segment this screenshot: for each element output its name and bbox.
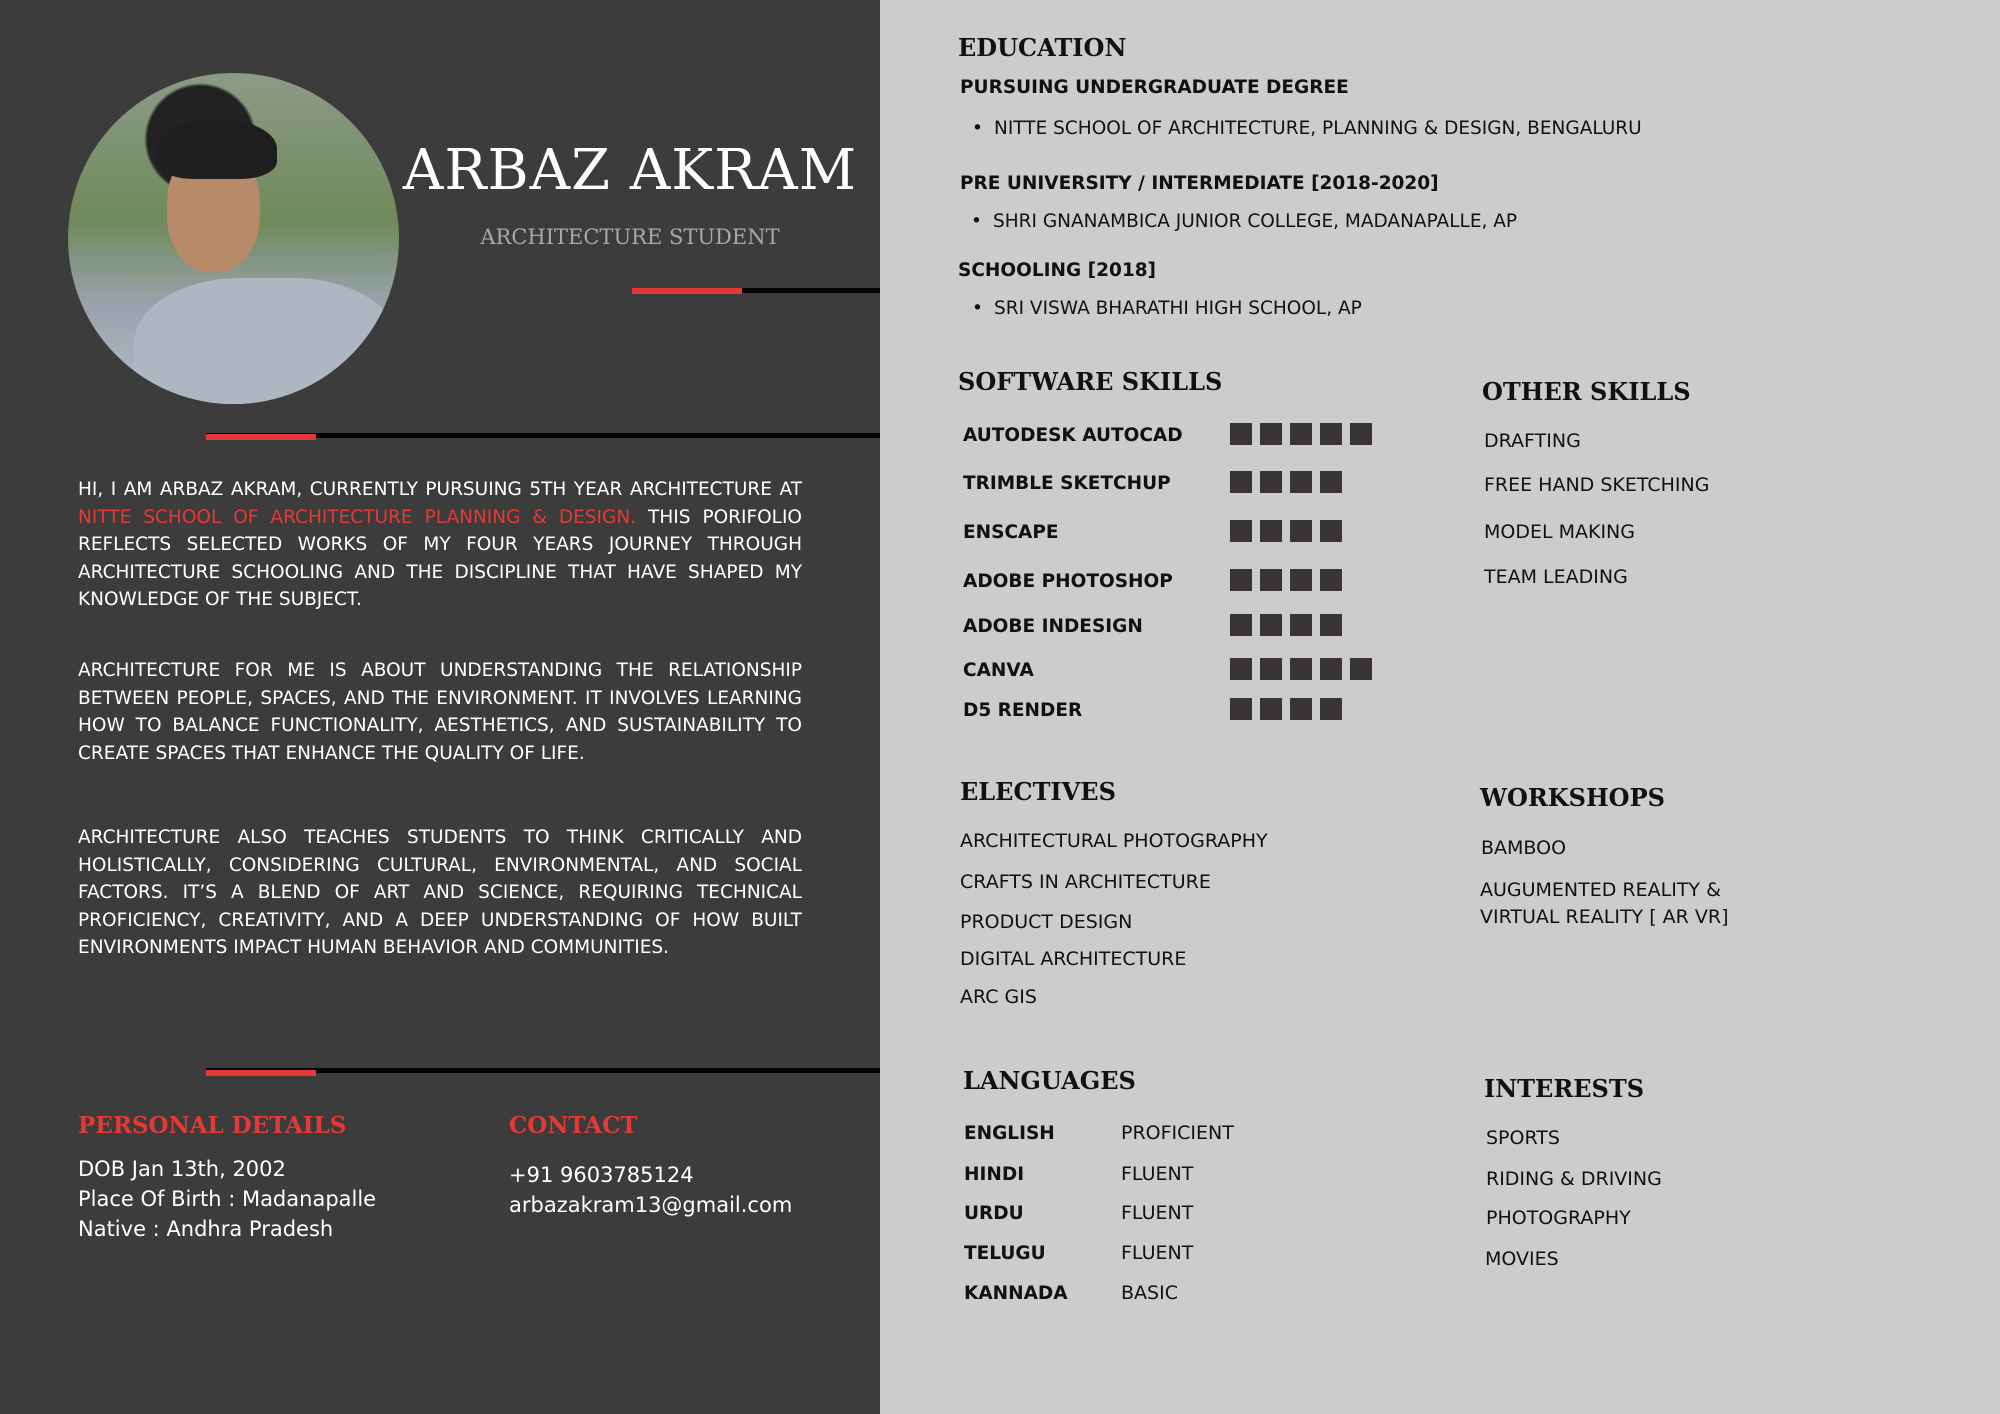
skill-level-block <box>1320 423 1342 445</box>
elective-item: ARCHITECTURAL PHOTOGRAPHY <box>960 830 1268 852</box>
software-skill-row <box>963 569 1383 597</box>
other-skill-item: TEAM LEADING <box>1484 566 1628 588</box>
skill-level-blocks <box>1230 471 1342 493</box>
other-skill-item: FREE HAND SKETCHING <box>1484 474 1710 496</box>
languages-title: LANGUAGES <box>963 1066 1136 1095</box>
school-highlight: NITTE SCHOOL OF ARCHITECTURE PLANNING & DESIGN. <box>78 506 637 528</box>
language-name: HINDI <box>964 1164 1025 1185</box>
education-heading-3: SCHOOLING [2018] <box>958 260 1157 281</box>
software-skill-row <box>963 423 1383 451</box>
education-item-2: • SHRI GNANAMBICA JUNIOR COLLEGE, MADANAPALLE, AP <box>993 211 1517 232</box>
workshop-item: AUGUMENTED REALITY & <box>1480 879 1721 901</box>
skill-level-block <box>1260 423 1282 445</box>
skill-level-blocks <box>1230 614 1342 636</box>
skill-level-blocks <box>1230 658 1372 680</box>
profile-role: ARCHITECTURE STUDENT <box>480 225 780 249</box>
software-skill-label: ADOBE PHOTOSHOP <box>963 571 1173 592</box>
skill-level-block <box>1290 423 1312 445</box>
language-level: FLUENT <box>1121 1163 1194 1185</box>
skill-level-block <box>1290 658 1312 680</box>
education-item-1: • NITTE SCHOOL OF ARCHITECTURE, PLANNING & DESIGN, BENGALURU <box>994 118 1642 139</box>
education-item-3: • SRI VISWA BHARATHI HIGH SCHOOL, AP <box>994 298 1362 319</box>
software-skill-row <box>963 520 1383 548</box>
skill-level-block <box>1290 520 1312 542</box>
skill-level-block <box>1320 658 1342 680</box>
native-text: Native : Andhra Pradesh <box>78 1217 334 1241</box>
skill-level-block <box>1230 520 1252 542</box>
skill-level-block <box>1230 423 1252 445</box>
other-skill-item: MODEL MAKING <box>1484 521 1635 543</box>
about-paragraph-2: ARCHITECTURE FOR ME IS ABOUT UNDERSTANDING THE RELATIONSHIP BETWEEN PEOPLE, SPACES, AND THE ENVIRONMENT. IT INVOLVES LEARNING HOW TO BALANCE FUNCTIONALITY, AESTHETICS, AND SUSTAINABILITY TO CREATE SPACES THAT ENHANCE THE QUALITY OF LIFE. <box>78 660 802 764</box>
software-skill-label: AUTODESK AUTOCAD <box>963 425 1183 446</box>
skill-level-block <box>1230 658 1252 680</box>
language-level: FLUENT <box>1121 1202 1194 1224</box>
language-name: KANNADA <box>964 1283 1068 1304</box>
software-skill-row <box>963 698 1383 726</box>
software-skill-row <box>963 658 1383 686</box>
software-skill-label: ADOBE INDESIGN <box>963 616 1143 637</box>
language-level: BASIC <box>1121 1282 1178 1304</box>
electives-title: ELECTIVES <box>960 777 1116 806</box>
dob-text: DOB Jan 13th, 2002 <box>78 1157 286 1181</box>
skill-level-block <box>1260 520 1282 542</box>
software-skill-label: TRIMBLE SKETCHUP <box>963 473 1171 494</box>
software-skill-label: ENSCAPE <box>963 522 1059 543</box>
skill-level-block <box>1290 471 1312 493</box>
contact-details <box>509 1160 792 1220</box>
software-skill-label: CANVA <box>963 660 1034 681</box>
skill-level-block <box>1320 569 1342 591</box>
workshop-item: VIRTUAL REALITY [ AR VR] <box>1480 906 1729 928</box>
education-heading-2: PRE UNIVERSITY / INTERMEDIATE [2018-2020] <box>960 173 1439 194</box>
interest-item: PHOTOGRAPHY <box>1486 1207 1631 1229</box>
profile-photo <box>68 73 399 404</box>
elective-item: CRAFTS IN ARCHITECTURE <box>960 871 1211 893</box>
language-name: ENGLISH <box>964 1123 1055 1144</box>
profile-name: ARBAZ AKRAM <box>402 138 858 203</box>
skill-level-blocks <box>1230 423 1372 445</box>
skill-level-block <box>1320 520 1342 542</box>
workshops-title: WORKSHOPS <box>1480 783 1665 812</box>
language-name: URDU <box>964 1203 1024 1224</box>
software-skill-row <box>963 471 1383 499</box>
interest-item: MOVIES <box>1485 1248 1559 1270</box>
skill-level-block <box>1260 614 1282 636</box>
language-level: FLUENT <box>1121 1242 1194 1264</box>
email-link[interactable]: arbazakram13@gmail.com <box>509 1193 793 1217</box>
skill-level-block <box>1260 569 1282 591</box>
skill-level-block <box>1320 614 1342 636</box>
about-paragraph-3: ARCHITECTURE ALSO TEACHES STUDENTS TO THINK CRITICALLY AND HOLISTICALLY, CONSIDERING CULTURAL, ENVIRONMENTAL, AND SOCIAL FACTORS. IT’S A BLEND OF ART AND SCIENCE, REQUIRING TECHNICAL PROFICIENCY, CREATIVITY, AND A DEEP UNDERSTANDING OF HOW BUILT ENVIRONMENTS IMPACT HUMAN BEHAVIOR AND COMMUNITIES. <box>78 827 802 958</box>
language-name: TELUGU <box>964 1243 1046 1264</box>
phone-text: +91 9603785124 <box>509 1163 694 1187</box>
skill-level-block <box>1230 614 1252 636</box>
about-paragraph-1 <box>78 476 802 614</box>
birthplace-text: Place Of Birth : Madanapalle <box>78 1187 377 1211</box>
software-skill-row <box>963 614 1383 642</box>
skill-level-block <box>1350 423 1372 445</box>
photo-shirt <box>134 278 399 404</box>
skill-level-block <box>1260 658 1282 680</box>
contact-title: CONTACT <box>509 1112 638 1139</box>
skill-level-block <box>1320 471 1342 493</box>
personal-details-title: PERSONAL DETAILS <box>78 1112 347 1139</box>
about-p1-after: THIS PORIFOLIO REFLECTS SELECTED WORKS OF MY FOUR YEARS JOURNEY THROUGH ARCHITECTURE SCHOOLING AND THE DISCIPLINE THAT HAVE SHAPED MY KNOWLEDGE OF THE SUBJECT. <box>78 506 802 610</box>
about-p1-before: HI, I AM ARBAZ AKRAM, CURRENTLY PURSUING 5TH YEAR ARCHITECTURE AT <box>78 479 802 500</box>
skill-level-block <box>1260 698 1282 720</box>
skill-level-block <box>1290 614 1312 636</box>
workshop-item: BAMBOO <box>1481 837 1567 859</box>
skill-level-block <box>1290 569 1312 591</box>
education-title: EDUCATION <box>958 33 1127 62</box>
personal-details <box>78 1154 376 1244</box>
skill-level-blocks <box>1230 520 1342 542</box>
skill-level-block <box>1260 471 1282 493</box>
divider-bottom-accent <box>206 1070 316 1076</box>
photo-hair <box>157 119 276 179</box>
skill-level-block <box>1290 698 1312 720</box>
language-level: PROFICIENT <box>1121 1122 1234 1144</box>
elective-item: PRODUCT DESIGN <box>960 911 1133 933</box>
skill-level-blocks <box>1230 698 1342 720</box>
skill-level-block <box>1230 569 1252 591</box>
divider-mid-accent <box>206 434 316 440</box>
interest-item: RIDING & DRIVING <box>1486 1168 1662 1190</box>
skill-level-block <box>1350 658 1372 680</box>
divider-top-accent <box>632 288 742 294</box>
skill-level-block <box>1230 698 1252 720</box>
software-skill-label: D5 RENDER <box>963 700 1083 721</box>
skill-level-block <box>1320 698 1342 720</box>
other-skill-item: DRAFTING <box>1484 430 1581 452</box>
elective-item: ARC GIS <box>960 986 1037 1008</box>
interest-item: SPORTS <box>1486 1127 1560 1149</box>
interests-title: INTERESTS <box>1484 1074 1645 1103</box>
skill-level-block <box>1230 471 1252 493</box>
skill-level-blocks <box>1230 569 1342 591</box>
software-skills-title: SOFTWARE SKILLS <box>958 367 1223 396</box>
elective-item: DIGITAL ARCHITECTURE <box>960 948 1187 970</box>
education-heading-1: PURSUING UNDERGRADUATE DEGREE <box>960 77 1349 98</box>
other-skills-title: OTHER SKILLS <box>1482 377 1691 406</box>
